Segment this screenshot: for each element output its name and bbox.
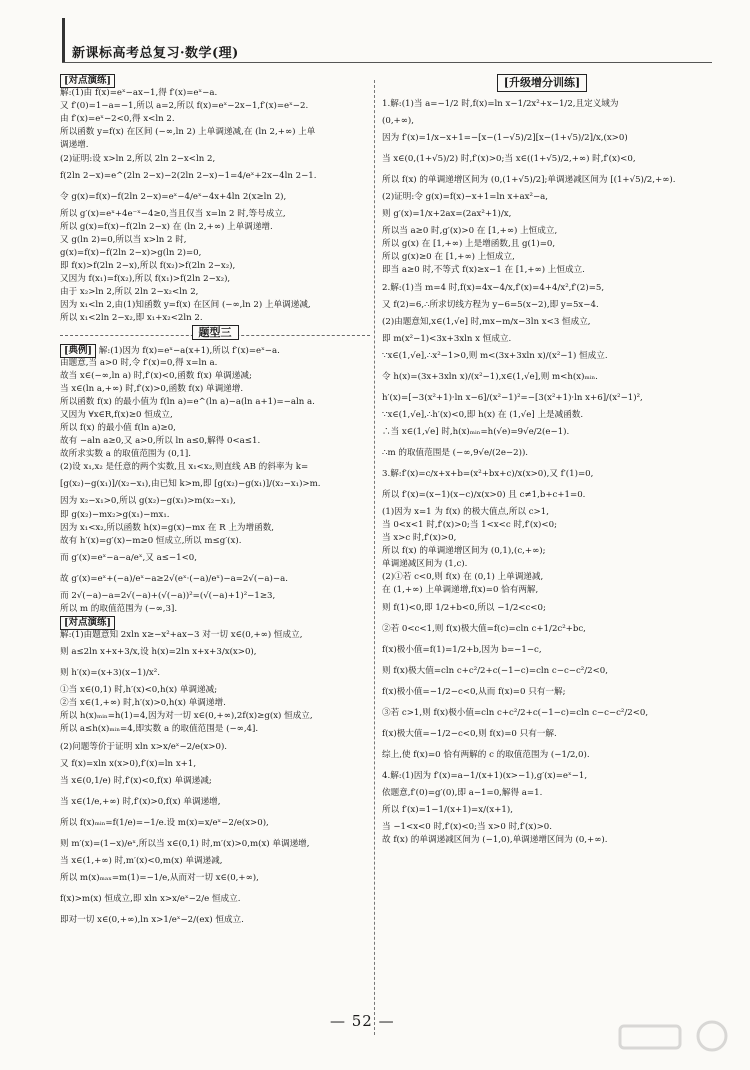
- right-column: [382, 74, 702, 847]
- solution-line: 依题意,f′(0)=g′(0),即 a−1=0,解得 a=1.: [382, 787, 543, 798]
- solution-line: ∴m 的取值范围是 (−∞,9√e/(2e−2)).: [382, 447, 529, 458]
- solution-line: 即对一切 x∈(0,+∞),ln x>1/eˣ−2/(ex) 恒成立.: [60, 914, 244, 925]
- solution-line: 则 f(x)极大值=cln c+c²/2+c(−1−c)=cln c−c−c²/2<0,: [382, 665, 608, 676]
- solution-line: 当 0<x<1 时,f′(x)>0;当 1<x<c 时,f′(x)<0;: [382, 519, 557, 530]
- solution-line: 解:(1)由 f(x)=eˣ−ax−1,得 f′(x)=eˣ−a.: [60, 88, 218, 99]
- solution-line: 则 m′(x)=(1−x)/eˣ,所以当 x∈(0,1) 时,m′(x)>0,m(x) 单调递增,: [60, 838, 310, 849]
- solution-line: 1.解:(1)当 a=−1/2 时,f(x)=ln x−1/2x²+x−1/2,且定义域为: [382, 99, 619, 109]
- solution-line: ③若 c>1,则 f(x)极小值=cln c+c²/2+c(−1−c)=cln c−c−c²/2<0,: [382, 707, 649, 718]
- box-label: [对点演练]: [60, 616, 115, 630]
- solution-line: 当 x∈(1,+∞) 时,m′(x)<0,m(x) 单调递减,: [60, 855, 223, 866]
- solution-line: 又 f′(0)=1−a=−1,所以 a=2,所以 f(x)=eˣ−2x−1,f′(x)=eˣ−2.: [60, 101, 309, 112]
- solution-line: [g(x₂)−g(x₁)]/(x₂−x₁),由已知 k>m,即 [g(x₂)−g(x₁)]/(x₂−x₁)>m.: [60, 479, 321, 490]
- solution-line: 令 h(x)=(3x+3xln x)/(x²−1),x∈(1,√e],则 m<h(x)ₘᵢₙ.: [382, 371, 598, 382]
- solution-line: 因为 x₁<x₂,所以函数 h(x)=g(x)−mx 在 R 上为增函数,: [60, 522, 275, 533]
- column-divider: [374, 80, 375, 1035]
- box-label: [对点演练]: [60, 74, 115, 88]
- solution-line: 4.解:(1)因为 f′(x)=a−1/(x+1)(x>−1),g′(x)=eˣ−1,: [382, 770, 588, 781]
- solution-line: 所以 f(x) 的单调递增区间为 (0,1),(c,+∞);: [382, 546, 546, 557]
- solution-line: 所以 m(x)ₘₐₓ=m(1)=−1/e,从而对一切 x∈(0,+∞),: [60, 872, 259, 883]
- solution-line: f(x)极小值=−1/2−c<0,从而 f(x)=0 只有一解;: [382, 686, 566, 697]
- solution-line: 所以 a≤h(x)ₘᵢₙ=4,即实数 a 的取值范围是 (−∞,4].: [60, 724, 259, 735]
- solution-line: 当 x∈(0,(1+√5)/2) 时,f′(x)>0;当 x∈((1+√5)/2,+∞) 时,f′(x)<0,: [382, 154, 636, 165]
- solution-line: 因为 f′(x)=1/x−x+1=−[x−(1−√5)/2][x−(1+√5)/2]/x,(x>0): [382, 133, 628, 144]
- solution-line: 所以 x₁<2ln 2−x₂,即 x₁+x₂<2ln 2.: [60, 313, 203, 324]
- solution-line: 由 f′(x)=eˣ−2<0,得 x<ln 2.: [60, 114, 175, 125]
- solution-line: 由题意,当 a>0 时,令 f′(x)=0,得 x=ln a.: [60, 357, 218, 368]
- solution-line: (0,+∞),: [382, 116, 414, 126]
- solution-line: 所以 f(x) 的单调递增区间为 (0,(1+√5)/2];单调递减区间为 [(1+√5)/2,+∞).: [382, 175, 676, 186]
- solution-line: 单调递减区间为 (1,c).: [382, 559, 468, 570]
- solution-line: 2.解:(1)当 m=4 时,f(x)=4x−4/x,f′(x)=4+4/x²,f′(2)=5,: [382, 282, 605, 293]
- solution-line: 故当 x∈(−∞,ln a) 时,f′(x)<0,函数 f(x) 单调递减;: [60, 370, 252, 381]
- solution-line: (2)设 x₁,x₂ 是任意的两个实数,且 x₁<x₂,则直线 AB 的斜率为 k=: [60, 462, 309, 473]
- solution-line: h′(x)=[−3(x²+1)·ln x−6]/(x²−1)²=−[3(x²+1)·ln x+6]/(x²−1)²,: [382, 392, 643, 403]
- solution-line: f(2ln 2−x)=e^(2ln 2−x)−2(2ln 2−x)−1=4/eˣ+2x−4ln 2−1.: [60, 170, 317, 181]
- solution-line: 所以 g(x) 在 [1,+∞) 上是增函数,且 g(1)=0,: [382, 239, 556, 250]
- page-header-title: 新课标高考总复习·数学(理): [72, 46, 239, 61]
- solution-line: 综上,使 f(x)=0 恰有两解的 c 的取值范围为 (−1/2,0).: [382, 749, 590, 760]
- solution-line: 即当 a≥0 时,不等式 f(x)≥x−1 在 [1,+∞) 上恒成立.: [382, 265, 585, 276]
- solution-line: f(x)极小值=f(1)=1/2+b,因为 b=−1−c,: [382, 644, 542, 655]
- solution-line: ②当 x∈(1,+∞) 时,h′(x)>0,h(x) 单调递增.: [60, 698, 226, 709]
- solution-line: 则 f(1)<0,即 1/2+b<0,所以 −1/2<c<0;: [382, 602, 546, 613]
- practice-label-line: [60, 74, 370, 87]
- solution-line: 3.解:f′(x)=c/x+x+b=(x²+bx+c)/x(x>0),又 f′(1)=0,: [382, 468, 594, 479]
- solution-line: 故所求实数 a 的取值范围为 (0,1].: [60, 449, 191, 460]
- solution-line: 当 x∈(0,1/e) 时,f′(x)<0,f(x) 单调递减;: [60, 775, 212, 786]
- solution-line: 所以函数 y=f(x) 在区间 (−∞,ln 2) 上单调递减,在 (ln 2,+∞) 上单: [60, 127, 316, 138]
- solution-line: 而 g′(x)=eˣ−a−a/eˣ,又 a≤−1<0,: [60, 552, 197, 563]
- solution-line: (2)证明:设 x>ln 2,所以 2ln 2−x<ln 2,: [60, 153, 216, 164]
- solution-line: 因为 x₁<ln 2,由(1)知函数 y=f(x) 在区间 (−∞,ln 2) 上单调递减,: [60, 300, 311, 311]
- solution-line: 当 x∈(ln a,+∞) 时,f′(x)>0,函数 f(x) 单调递增.: [60, 383, 244, 394]
- solution-line: 又因为 ∀x∈R,f(x)≥0 恒成立,: [60, 409, 173, 420]
- solution-line: 又 f(x)=xln x(x>0),f′(x)=ln x+1,: [60, 758, 197, 769]
- left-column: [60, 74, 370, 931]
- solution-line: ②若 0<c<1,则 f(x)极大值=f(c)=cln c+1/2c²+bc,: [382, 623, 586, 634]
- solution-line: (2)证明:令 g(x)=f(x)−x+1=ln x+ax²−a,: [382, 192, 549, 203]
- solution-line: ①当 x∈(0,1) 时,h′(x)<0,h(x) 单调递减;: [60, 685, 218, 696]
- solution-line: g(x)=f(x)−f(2ln 2−x)>g(ln 2)=0,: [60, 247, 202, 258]
- solution-line: (2)由题意知,x∈(1,√e] 时,mx−m/x−3ln x<3 恒成立,: [382, 316, 591, 327]
- practice-label-line: [60, 616, 370, 629]
- solution-line: 而 2√(−a)−a=2√(−a)+(√(−a))²=(√(−a)+1)²−1≥3,: [60, 590, 276, 601]
- solution-line: 所以 f′(x)=1−1/(x+1)=x/(x+1),: [382, 804, 513, 815]
- solution-line: 所以 f(x) 的最小值 f(ln a)≥0,: [60, 423, 176, 434]
- solution-line: f(x)>m(x) 恒成立,即 xln x>x/eˣ−2/e 恒成立.: [60, 893, 241, 904]
- solution-line: ∵x∈(1,√e],∴x²−1>0,则 m<(3x+3xln x)/(x²−1) 恒成立.: [382, 350, 608, 361]
- solution-line: 故 f(x) 的单调递减区间为 (−1,0),单调递增区间为 (0,+∞).: [382, 834, 608, 845]
- solution-line: 令 g(x)=f(x)−f(2ln 2−x)=eˣ−4/eˣ−4x+4ln 2(x≥ln 2),: [60, 191, 287, 202]
- solution-line: (1)因为 x=1 为 f(x) 的极大值点,所以 c>1,: [382, 506, 549, 517]
- solution-line: 即 f(x)>f(2ln 2−x),所以 f(x₂)>f(2ln 2−x₂),: [60, 261, 236, 272]
- solution-line: 在 (1,+∞) 上单调递增,f(x)=0 恰有两解,: [382, 585, 539, 596]
- solution-line: 所以当 a≥0 时,g′(x)>0 在 [1,+∞) 上恒成立,: [382, 226, 558, 237]
- solution-line: 又 f(2)=6,∴所求切线方程为 y−6=5(x−2),即 y=5x−4.: [382, 299, 599, 310]
- solution-line: ∴当 x∈(1,√e] 时,h(x)ₘᵢₙ=h(√e)=9√e/2(e−1).: [382, 426, 570, 437]
- solution-line: 所以 f(x)ₘᵢₙ=f(1/e)=−1/e.设 m(x)=x/eˣ−2/e(x>0),: [60, 817, 269, 828]
- solution-line: 即 g(x₂)−mx₂>g(x₁)−mx₁.: [60, 509, 170, 520]
- header-rule: [62, 62, 712, 63]
- solution-line: 所以 g(x)≥0 在 [1,+∞) 上恒成立,: [382, 252, 515, 263]
- solution-line: 由于 x₂>ln 2,所以 2ln 2−x₂<ln 2,: [60, 287, 199, 298]
- solution-line: 又因为 f(x₁)=f(x₂),所以 f(x₁)>f(2ln 2−x₂),: [60, 274, 231, 285]
- section-divider: [60, 326, 370, 344]
- solution-line: 解:(1)由题意知 2xln x≥−x²+ax−3 对一切 x∈(0,+∞) 恒成立,: [60, 630, 303, 641]
- solution-line: 则 h′(x)=(x+3)(x−1)/x².: [60, 668, 160, 679]
- solution-line: f(x)极大值=−1/2−c<0,则 f(x)=0 只有一解.: [382, 728, 557, 739]
- solution-line: 所以 m 的取值范围为 (−∞,3].: [60, 603, 178, 614]
- box-label: [典例]: [60, 344, 96, 358]
- page-number: — 52 —: [330, 1012, 395, 1030]
- solution-line: (2)问题等价于证明 xln x>x/eˣ−2/e(x>0).: [60, 741, 228, 752]
- solution-line: 当 x∈(1/e,+∞) 时,f′(x)>0,f(x) 单调递增,: [60, 796, 221, 807]
- solution-line: 所以 h(x)ₘᵢₙ=h(1)=4,因为对一切 x∈(0,+∞),2f(x)≥g(x) 恒成立,: [60, 711, 313, 722]
- solution-line: 所以函数 f(x) 的最小值为 f(ln a)=e^(ln a)−a(ln a+1)=−aln a.: [60, 396, 315, 407]
- solution-line: 即 m(x²−1)<3x+3xln x 恒成立.: [382, 333, 512, 344]
- solution-line: 当 x>c 时,f′(x)>0,: [382, 533, 457, 544]
- section-divider-title: 题型三: [192, 325, 239, 340]
- solution-text: 解:(1)因为 f(x)=eˣ−a(x+1),所以 f′(x)=eˣ−a.: [96, 345, 280, 356]
- solution-line: 所以 f′(x)=(x−1)(x−c)/x(x>0) 且 c≠1,b+c+1=0.: [382, 489, 586, 500]
- solution-line: (2)①若 c<0,则 f(x) 在 (0,1) 上单调递减,: [382, 572, 544, 583]
- watermark-logo-icon: [612, 1018, 732, 1064]
- section-title-upgrade-training: [382, 74, 702, 94]
- header-accent-bar: [62, 18, 65, 62]
- solution-line: 故 g′(x)=eˣ+(−a)/eˣ−a≥2√(eˣ·(−a)/eˣ)−a=2√(−a)−a.: [60, 573, 288, 584]
- solution-line: 则 a≤2ln x+x+3/x,设 h(x)=2ln x+x+3/x(x>0),: [60, 647, 257, 658]
- solution-line: 故有 −aln a≥0,又 a>0,所以 ln a≤0,解得 0<a≤1.: [60, 436, 261, 447]
- solution-line: 调递增.: [60, 140, 89, 151]
- solution-line: 所以 g(x)=f(x)−f(2ln 2−x) 在 (ln 2,+∞) 上单调递增.: [60, 221, 273, 232]
- solution-line: 又 g(ln 2)=0,所以当 x>ln 2 时,: [60, 234, 187, 245]
- solution-line: 则 g′(x)=1/x+2ax=(2ax²+1)/x,: [382, 209, 512, 220]
- solution-line: 故有 h′(x)=g′(x)−m≥0 恒成立,所以 m≤g′(x).: [60, 535, 242, 546]
- solution-line: 当 −1<x<0 时,f′(x)<0;当 x>0 时,f′(x)>0.: [382, 821, 552, 832]
- section-title-label: [升级增分训练]: [497, 74, 587, 92]
- solution-line: 所以 g′(x)=eˣ+4e⁻ˣ−4≥0,当且仅当 x=ln 2 时,等号成立,: [60, 208, 286, 219]
- solution-line: 因为 x₂−x₁>0,所以 g(x₂)−g(x₁)>m(x₂−x₁),: [60, 496, 236, 507]
- solution-line: ∵x∈(1,√e],∴h′(x)<0,即 h(x) 在 (1,√e] 上是减函数.: [382, 409, 584, 420]
- practice-label-line: [60, 344, 370, 357]
